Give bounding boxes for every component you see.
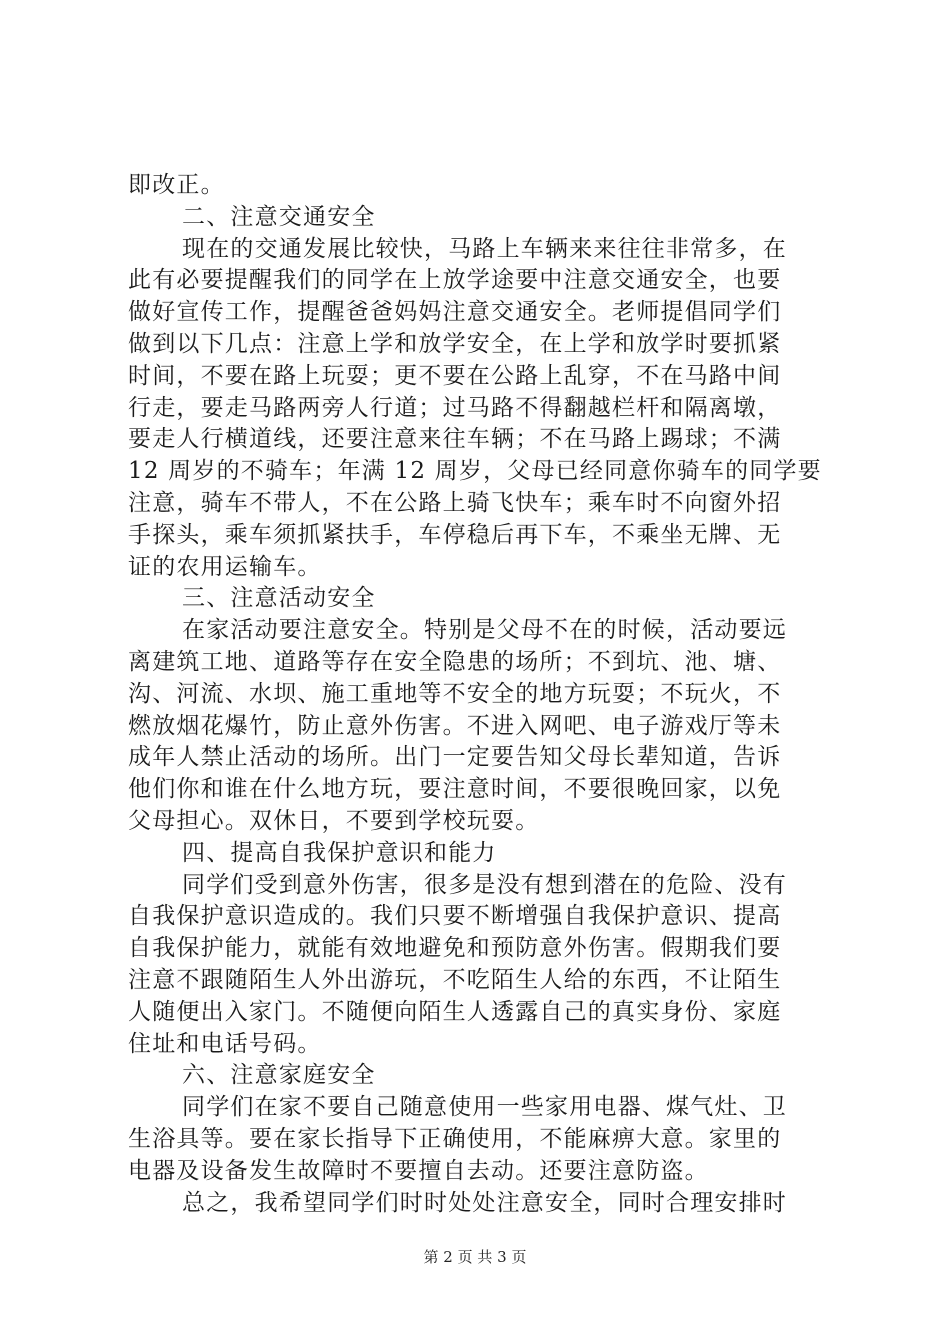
text-line: 注意，骑车不带人，不在公路上骑飞快车；乘车时不向窗外招 — [128, 489, 782, 516]
document-body — [128, 170, 834, 1219]
text-line: 手探头，乘车须抓紧扶手，车停稳后再下车，不乘坐无牌、无 — [128, 521, 782, 548]
text-line: 证的农用运输车。 — [128, 553, 322, 580]
text-line: 现在的交通发展比较快，马路上车辆来来往往非常多，在 — [182, 235, 787, 262]
text-line: 燃放烟花爆竹，防止意外伤害。不进入网吧、电子游戏厅等未 — [128, 712, 782, 739]
text-line: 总之，我希望同学们时时处处注意安全，同时合理安排时 — [182, 1189, 787, 1216]
text-line: 自我保护能力，就能有效地避免和预防意外伤害。假期我们要 — [128, 935, 782, 962]
text-line: 六、注意家庭安全 — [182, 1062, 376, 1089]
text-line: 住址和电话号码。 — [128, 1030, 322, 1057]
text-line: 时间，不要在路上玩耍；更不要在公路上乱穿，不在马路中间 — [128, 362, 782, 389]
text-line: 同学们受到意外伤害，很多是没有想到潜在的危险、没有 — [182, 871, 787, 898]
text-line: 他们你和谁在什么地方玩，要注意时间，不要很晚回家，以免 — [128, 776, 782, 803]
text-line: 沟、河流、水坝、施工重地等不安全的地方玩耍；不玩火，不 — [128, 680, 782, 707]
text-line: 自我保护意识造成的。我们只要不断增强自我保护意识、提高 — [128, 903, 782, 930]
text-line: 注意不跟随陌生人外出游玩，不吃陌生人给的东西，不让陌生 — [128, 966, 782, 993]
text-line: 人随便出入家门。不随便向陌生人透露自己的真实身份、家庭 — [128, 998, 782, 1025]
text-line: 生浴具等。要在家长指导下正确使用，不能麻痹大意。家里的 — [128, 1125, 782, 1152]
text-line: 同学们在家不要自己随意使用一些家用电器、煤气灶、卫 — [182, 1094, 787, 1121]
text-line: 离建筑工地、道路等存在安全隐患的场所；不到坑、池、塘、 — [128, 648, 782, 675]
text-line: 行走，要走马路两旁人行道；过马路不得翻越栏杆和隔离墩， — [128, 394, 782, 421]
text-line: 父母担心。双休日，不要到学校玩耍。 — [128, 807, 540, 834]
text-line: 即改正。 — [128, 172, 225, 198]
text-line: 此有必要提醒我们的同学在上放学途要中注意交通安全，也要 — [128, 267, 782, 294]
text-line: 要走人行横道线，还要注意来往车辆；不在马路上踢球；不满 — [128, 426, 782, 453]
text-line: 做好宣传工作，提醒爸爸妈妈注意交通安全。老师提倡同学们 — [128, 299, 782, 326]
text-line: 成年人禁止活动的场所。出门一定要告知父母长辈知道，告诉 — [128, 744, 782, 771]
text-line: 四、提高自我保护意识和能力 — [182, 839, 497, 866]
text-line: 三、注意活动安全 — [182, 585, 376, 612]
text-line: 二、注意交通安全 — [182, 203, 376, 230]
text-line: 在家活动要注意安全。特别是父母不在的时候，活动要远 — [182, 617, 787, 644]
text-line: 做到以下几点：注意上学和放学安全，在上学和放学时要抓紧 — [128, 330, 782, 357]
text-line: 电器及设备发生故障时不要擅自去动。还要注意防盗。 — [128, 1157, 709, 1184]
page-footer: 第 2 页 共 3 页 — [423, 1248, 527, 1266]
text-line: 12 周岁的不骑车；年满 12 周岁，父母已经同意你骑车的同学要 — [128, 458, 822, 485]
